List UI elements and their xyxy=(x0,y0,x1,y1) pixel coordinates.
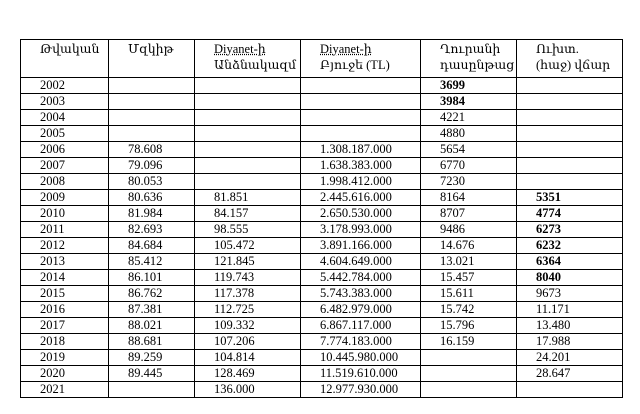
budget-cell: 1.308.187.000 xyxy=(301,142,421,158)
table-row xyxy=(21,382,623,398)
mosques-cell xyxy=(109,110,195,126)
staff-cell: 128.469 xyxy=(195,366,301,382)
mosques-cell: 89.259 xyxy=(109,350,195,366)
table-header-row xyxy=(21,40,623,78)
hajj-fee-cell xyxy=(517,142,623,158)
mosques-cell xyxy=(109,126,195,142)
staff-cell xyxy=(195,174,301,190)
header-quran-courses: Ղուրանի դասընթաց xyxy=(421,40,517,78)
mosques-cell: 80.053 xyxy=(109,174,195,190)
table-row xyxy=(21,254,623,270)
hajj-fee-cell xyxy=(517,174,623,190)
mosques-cell: 79.096 xyxy=(109,158,195,174)
budget-cell: 3.178.993.000 xyxy=(301,222,421,238)
mosques-cell: 88.021 xyxy=(109,318,195,334)
mosques-cell: 78.608 xyxy=(109,142,195,158)
mosques-cell: 85.412 xyxy=(109,254,195,270)
budget-cell: 7.774.183.000 xyxy=(301,334,421,350)
mosques-cell xyxy=(109,94,195,110)
year-cell: 2016 xyxy=(21,302,109,318)
staff-cell xyxy=(195,94,301,110)
quran-courses-cell: 4221 xyxy=(421,110,517,126)
hajj-fee-cell: 4774 xyxy=(517,206,623,222)
year-cell: 2010 xyxy=(21,206,109,222)
hajj-fee-cell xyxy=(517,126,623,142)
staff-cell xyxy=(195,142,301,158)
budget-cell: 2.445.616.000 xyxy=(301,190,421,206)
quran-courses-cell: 7230 xyxy=(421,174,517,190)
year-cell: 2009 xyxy=(21,190,109,206)
staff-cell: 84.157 xyxy=(195,206,301,222)
budget-cell xyxy=(301,110,421,126)
mosques-cell: 86.101 xyxy=(109,270,195,286)
mosques-cell: 89.445 xyxy=(109,366,195,382)
budget-cell xyxy=(301,78,421,94)
year-cell: 2017 xyxy=(21,318,109,334)
hajj-fee-cell: 17.988 xyxy=(517,334,623,350)
mosques-cell xyxy=(109,78,195,94)
budget-cell: 11.519.610.000 xyxy=(301,366,421,382)
header-year: Թվական xyxy=(21,40,109,78)
staff-cell: 119.743 xyxy=(195,270,301,286)
quran-courses-cell: 6770 xyxy=(421,158,517,174)
year-cell: 2004 xyxy=(21,110,109,126)
year-cell: 2007 xyxy=(21,158,109,174)
table-row xyxy=(21,142,623,158)
staff-cell xyxy=(195,78,301,94)
year-cell: 2020 xyxy=(21,366,109,382)
hajj-fee-cell: 6273 xyxy=(517,222,623,238)
budget-cell: 1.638.383.000 xyxy=(301,158,421,174)
staff-cell: 112.725 xyxy=(195,302,301,318)
mosques-cell: 87.381 xyxy=(109,302,195,318)
year-cell: 2015 xyxy=(21,286,109,302)
budget-cell: 2.650.530.000 xyxy=(301,206,421,222)
year-cell: 2019 xyxy=(21,350,109,366)
mosques-cell: 86.762 xyxy=(109,286,195,302)
year-cell: 2011 xyxy=(21,222,109,238)
header-mosques: Մզկիթ xyxy=(109,40,195,78)
table-body xyxy=(21,78,623,398)
quran-courses-cell xyxy=(421,366,517,382)
budget-cell: 3.891.166.000 xyxy=(301,238,421,254)
budget-cell: 5.743.383.000 xyxy=(301,286,421,302)
table-row xyxy=(21,78,623,94)
table-row xyxy=(21,126,623,142)
table-row xyxy=(21,174,623,190)
mosques-cell: 82.693 xyxy=(109,222,195,238)
quran-courses-cell: 3984 xyxy=(421,94,517,110)
table-row xyxy=(21,158,623,174)
quran-courses-cell: 8707 xyxy=(421,206,517,222)
quran-courses-cell: 9486 xyxy=(421,222,517,238)
year-cell: 2006 xyxy=(21,142,109,158)
quran-courses-cell: 16.159 xyxy=(421,334,517,350)
staff-cell xyxy=(195,110,301,126)
year-cell: 2014 xyxy=(21,270,109,286)
budget-cell: 6.482.979.000 xyxy=(301,302,421,318)
quran-courses-cell: 3699 xyxy=(421,78,517,94)
mosques-cell: 80.636 xyxy=(109,190,195,206)
budget-cell: 10.445.980.000 xyxy=(301,350,421,366)
year-cell: 2013 xyxy=(21,254,109,270)
mosques-cell: 81.984 xyxy=(109,206,195,222)
year-cell: 2005 xyxy=(21,126,109,142)
budget-cell: 6.867.117.000 xyxy=(301,318,421,334)
quran-courses-cell: 14.676 xyxy=(421,238,517,254)
table-row xyxy=(21,270,623,286)
staff-cell: 105.472 xyxy=(195,238,301,254)
document-page xyxy=(20,39,622,398)
table-row xyxy=(21,206,623,222)
quran-courses-cell: 15.457 xyxy=(421,270,517,286)
year-cell: 2003 xyxy=(21,94,109,110)
hajj-fee-cell: 24.201 xyxy=(517,350,623,366)
header-diyanet-budget: Diyanet-ի Բյուջե (TL) xyxy=(301,40,421,78)
budget-cell: 4.604.649.000 xyxy=(301,254,421,270)
quran-courses-cell: 4880 xyxy=(421,126,517,142)
hajj-fee-cell: 5351 xyxy=(517,190,623,206)
table-row xyxy=(21,334,623,350)
staff-cell: 98.555 xyxy=(195,222,301,238)
staff-cell: 107.206 xyxy=(195,334,301,350)
header-hajj-fee: Ուխտ. (հաջ) վճար xyxy=(517,40,623,78)
budget-cell: 12.977.930.000 xyxy=(301,382,421,398)
staff-cell: 117.378 xyxy=(195,286,301,302)
mosques-cell xyxy=(109,382,195,398)
quran-courses-cell: 5654 xyxy=(421,142,517,158)
staff-cell: 136.000 xyxy=(195,382,301,398)
staff-cell: 121.845 xyxy=(195,254,301,270)
table-row xyxy=(21,366,623,382)
mosques-cell: 88.681 xyxy=(109,334,195,350)
budget-cell xyxy=(301,126,421,142)
table-row xyxy=(21,302,623,318)
hajj-fee-cell xyxy=(517,94,623,110)
table-row xyxy=(21,238,623,254)
table-row xyxy=(21,350,623,366)
hajj-fee-cell: 8040 xyxy=(517,270,623,286)
budget-cell: 5.442.784.000 xyxy=(301,270,421,286)
staff-cell xyxy=(195,126,301,142)
hajj-fee-cell: 13.480 xyxy=(517,318,623,334)
hajj-fee-cell xyxy=(517,78,623,94)
mosques-cell: 84.684 xyxy=(109,238,195,254)
budget-cell: 1.998.412.000 xyxy=(301,174,421,190)
quran-courses-cell xyxy=(421,350,517,366)
hajj-fee-cell: 9673 xyxy=(517,286,623,302)
year-cell: 2012 xyxy=(21,238,109,254)
quran-courses-cell: 15.611 xyxy=(421,286,517,302)
year-cell: 2002 xyxy=(21,78,109,94)
quran-courses-cell: 15.796 xyxy=(421,318,517,334)
hajj-fee-cell xyxy=(517,382,623,398)
statistics-table xyxy=(20,39,623,398)
staff-cell: 109.332 xyxy=(195,318,301,334)
hajj-fee-cell: 28.647 xyxy=(517,366,623,382)
staff-cell xyxy=(195,158,301,174)
year-cell: 2021 xyxy=(21,382,109,398)
table-row xyxy=(21,94,623,110)
table-row xyxy=(21,110,623,126)
table-row xyxy=(21,286,623,302)
quran-courses-cell: 15.742 xyxy=(421,302,517,318)
year-cell: 2008 xyxy=(21,174,109,190)
quran-courses-cell: 8164 xyxy=(421,190,517,206)
staff-cell: 81.851 xyxy=(195,190,301,206)
budget-cell xyxy=(301,94,421,110)
quran-courses-cell: 13.021 xyxy=(421,254,517,270)
year-cell: 2018 xyxy=(21,334,109,350)
staff-cell: 104.814 xyxy=(195,350,301,366)
header-diyanet-staff: Diyanet-ի Անձնակազմ xyxy=(195,40,301,78)
hajj-fee-cell: 11.171 xyxy=(517,302,623,318)
table-row xyxy=(21,222,623,238)
quran-courses-cell xyxy=(421,382,517,398)
hajj-fee-cell xyxy=(517,158,623,174)
hajj-fee-cell: 6364 xyxy=(517,254,623,270)
hajj-fee-cell: 6232 xyxy=(517,238,623,254)
hajj-fee-cell xyxy=(517,110,623,126)
table-row xyxy=(21,318,623,334)
table-row xyxy=(21,190,623,206)
